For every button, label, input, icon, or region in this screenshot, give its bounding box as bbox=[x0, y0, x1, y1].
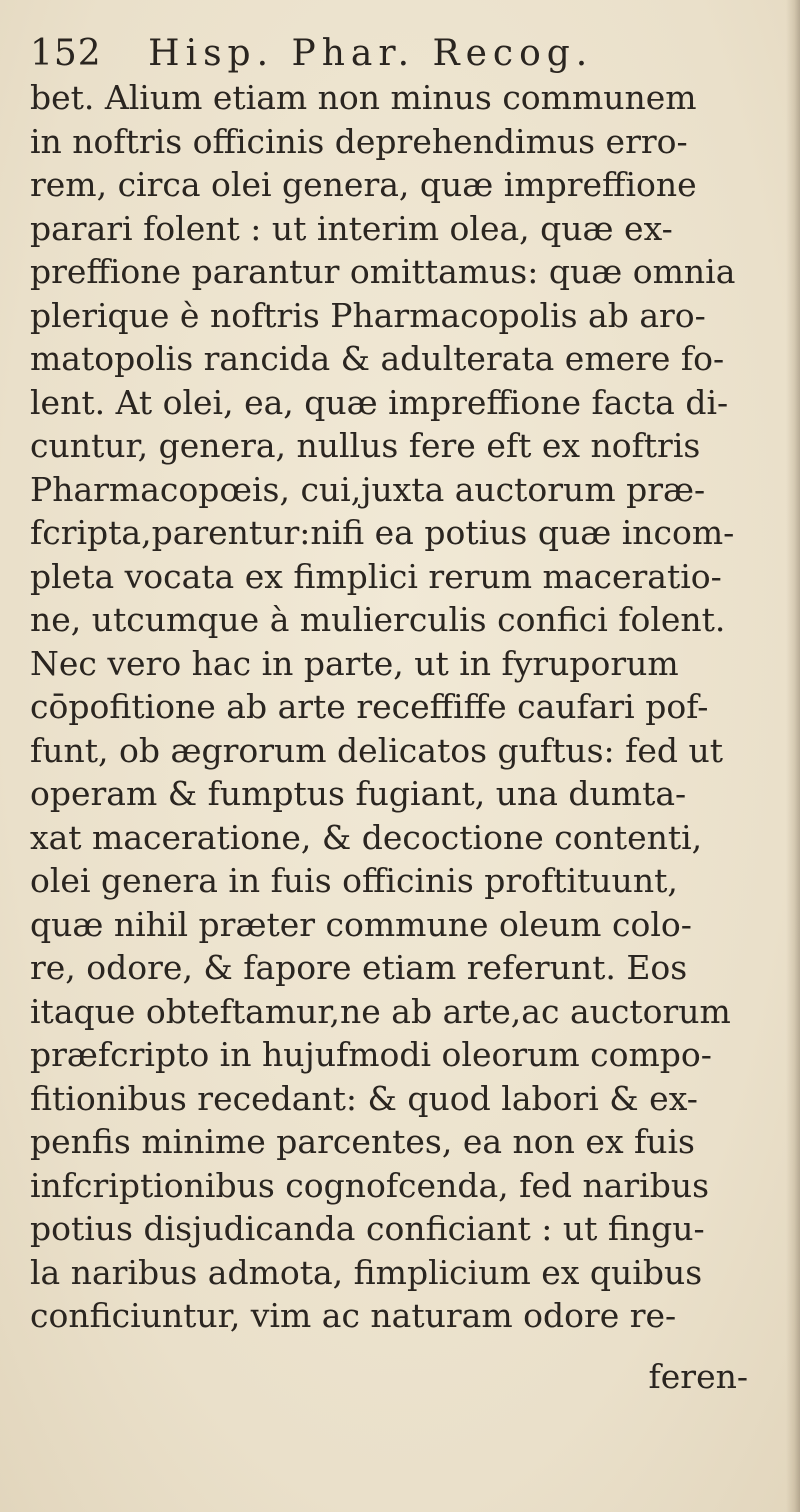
text-line: xat maceratione, & decoctione contenti, bbox=[30, 817, 703, 857]
text-line: pleta vocata ex fimplici rerum maceratio- bbox=[30, 556, 722, 596]
page-edge-shadow bbox=[786, 0, 800, 1512]
text-line: conficiuntur, vim ac naturam odore re- bbox=[30, 1296, 677, 1335]
text-line: infcriptionibus cognofcenda, fed naribus bbox=[30, 1165, 710, 1205]
text-line: preffione parantur omittamus: quæ omnia bbox=[30, 252, 736, 291]
text-line: fitionibus recedant: & quod labori & ex- bbox=[30, 1078, 698, 1118]
text-line: matopolis rancida & adulterata emere fo- bbox=[30, 339, 725, 378]
text-line: quæ nihil præter commune oleum colo- bbox=[30, 904, 692, 944]
catchword: feren- bbox=[648, 1357, 748, 1396]
text-line: plerique è noftris Pharmacopolis ab aro- bbox=[30, 295, 706, 335]
body-text bbox=[30, 76, 770, 1338]
text-line: olei genera in fuis officinis proftituunt, bbox=[30, 861, 678, 900]
running-head: Hisp. Phar. Recog. bbox=[148, 33, 594, 74]
text-line: bet. Alium etiam non minus communem bbox=[30, 78, 697, 117]
text-line: lent. At olei, ea, quæ impreffione facta di- bbox=[30, 382, 729, 422]
text-line: parari folent : ut interim olea, quæ ex- bbox=[30, 208, 673, 248]
text-line: la naribus admota, fimplicium ex quibus bbox=[30, 1252, 703, 1292]
text-line: funt, ob ægrorum delicatos guftus: fed ut bbox=[30, 730, 724, 770]
text-line: cōpofitione ab arte receffiffe caufari pof- bbox=[30, 687, 709, 726]
page-number: 152 bbox=[30, 33, 102, 74]
page-header bbox=[30, 30, 770, 78]
text-line: rem, circa olei genera, quæ impreffione bbox=[30, 165, 697, 204]
text-line: potius disjudicanda conficiant : ut fingu- bbox=[30, 1209, 705, 1248]
text-line: itaque obteftamur,ne ab arte,ac auctorum bbox=[30, 991, 731, 1031]
text-line: cuntur, genera, nullus fere eft ex noftris bbox=[30, 426, 701, 465]
text-line: re, odore, & fapore etiam referunt. Eos bbox=[30, 948, 688, 987]
text-line: præfcripto in hujufmodi oleorum compo- bbox=[30, 1035, 712, 1074]
text-line: ne, utcumque à mulierculis confici folent. bbox=[30, 600, 726, 639]
text-line: penfis minime parcentes, ea non ex fuis bbox=[30, 1122, 695, 1161]
text-line: Pharmacopœis, cui,juxta auctorum præ- bbox=[30, 469, 706, 509]
text-line: fcripta,parentur:nifi ea potius quæ incom- bbox=[30, 513, 735, 552]
text-line: operam & fumptus fugiant, una dumta- bbox=[30, 774, 687, 813]
text-line: Nec vero hac in parte, ut in fyruporum bbox=[30, 643, 679, 683]
text-line: in noftris officinis deprehendimus erro- bbox=[30, 121, 688, 161]
